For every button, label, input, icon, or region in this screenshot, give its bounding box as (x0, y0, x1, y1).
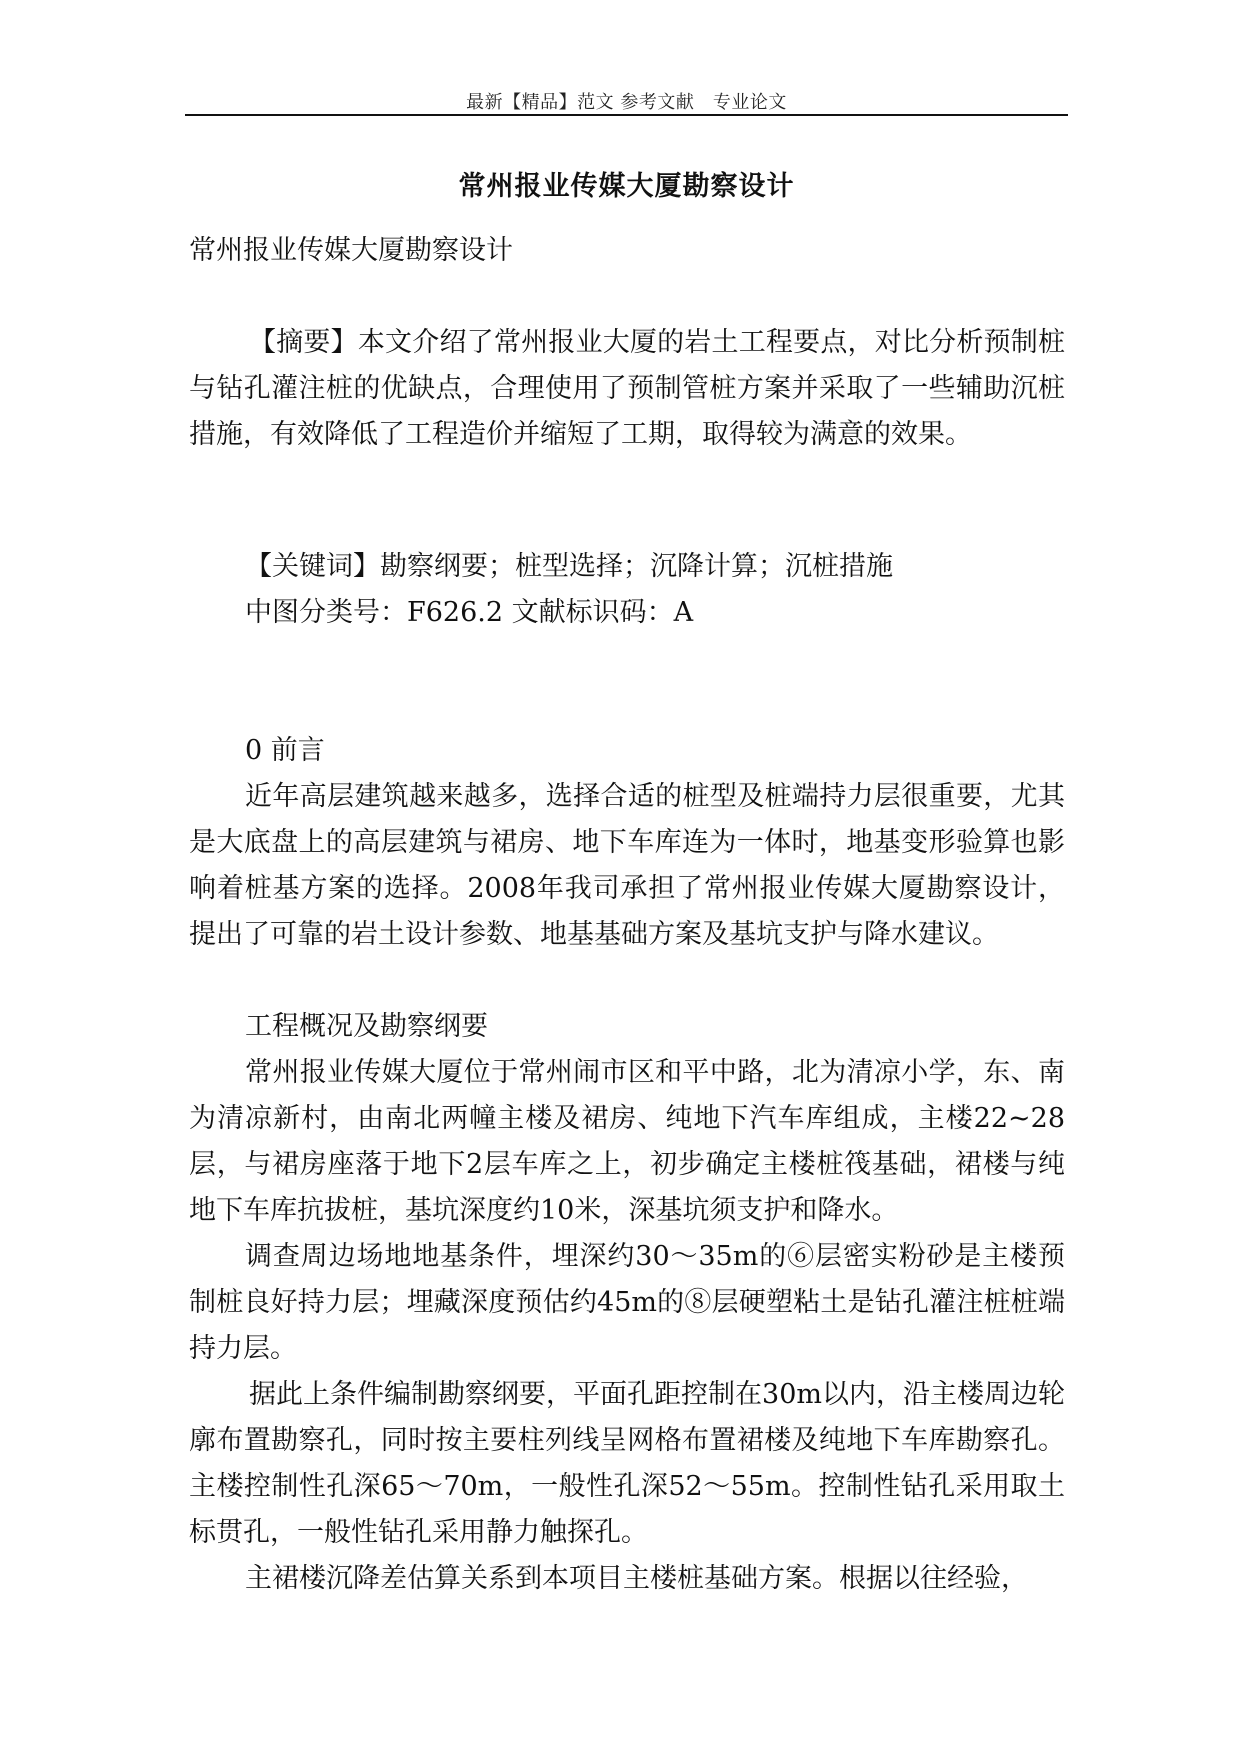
page-header: 最新【精品】范文 参考文献 专业论文 (466, 92, 787, 113)
overview-paragraph: 常州报业传媒大厦位于常州闹市区和平中路，北为清凉小学，东、南为清凉新村，由南北两幢主楼及裙房、纯地下汽车库组成，主楼22~28层，与裙房座落于地下2层车库之上，初步确定主楼桩筏基础，裙楼与纯地下车库抗拔桩，基坑深度约10米，深基坑须支护和降水。 (189, 1057, 1065, 1226)
classification-line: 中图分类号：F626.2 文献标识码：A (245, 597, 694, 628)
intro-heading: 0 前言 (245, 735, 325, 766)
keywords-line: 【关键词】勘察纲要；桩型选择；沉降计算；沉桩措施 (245, 551, 893, 582)
settlement-paragraph: 主裙楼沉降差估算关系到本项目主楼桩基础方案。根据以往经验， (245, 1563, 1028, 1594)
document-title: 常州报业传媒大厦勘察设计 (458, 171, 795, 202)
abstract-paragraph: 【摘要】本文介绍了常州报业大厦的岩土工程要点，对比分析预制桩与钻孔灌注桩的优缺点，合理使用了预制管桩方案并采取了一些辅助沉桩措施，有效降低了工程造价并缩短了工期，取得较为满意的效果。 (189, 327, 1065, 450)
outline-paragraph: 据此上条件编制勘察纲要，平面孔距控制在30m以内，沿主楼周边轮廓布置勘察孔，同时按主要柱列线呈网格布置裙楼及纯地下车库勘察孔。主楼控制性孔深65～70m，一般性孔深52～55m。控制性钻孔采用取土标贯孔，一般性钻孔采用静力触探孔。 (189, 1379, 1065, 1548)
intro-paragraph: 近年高层建筑越来越多，选择合适的桩型及桩端持力层很重要，尤其是大底盘上的高层建筑与裙房、地下车库连为一体时，地基变形验算也影响着桩基方案的选择。2008年我司承担了常州报业传媒大厦勘察设计，提出了可靠的岩土设计参数、地基基础方案及基坑支护与降水建议。 (189, 781, 1065, 950)
survey-paragraph: 调查周边场地地基条件，埋深约30～35m的⑥层密实粉砂是主楼预制桩良好持力层；埋藏深度预估约45m的⑧层硬塑粘土是钻孔灌注桩桩端持力层。 (189, 1241, 1065, 1364)
subtitle-line: 常州报业传媒大厦勘察设计 (189, 235, 513, 266)
overview-heading: 工程概况及勘察纲要 (245, 1011, 488, 1042)
header-divider (185, 114, 1068, 116)
